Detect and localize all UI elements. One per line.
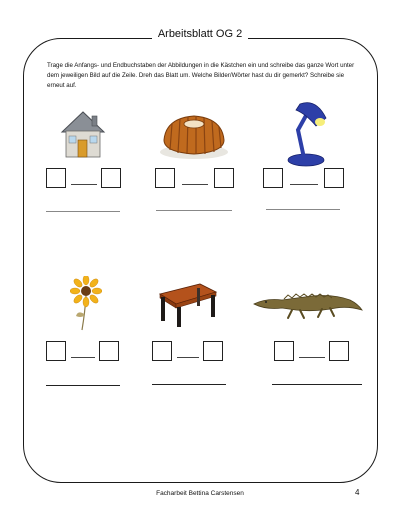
word-writing-line[interactable] [152, 384, 226, 385]
middle-letters-line [71, 357, 95, 358]
letter-boxes [274, 341, 350, 361]
middle-letters-line [182, 184, 208, 185]
first-letter-box[interactable] [46, 168, 66, 188]
last-letter-box[interactable] [329, 341, 349, 361]
bundt-cake-icon [158, 110, 230, 162]
letter-boxes [46, 341, 120, 361]
last-letter-box[interactable] [101, 168, 121, 188]
table-icon [156, 278, 218, 328]
last-letter-box[interactable] [99, 341, 119, 361]
word-writing-line[interactable] [272, 384, 362, 385]
instructions-text: Trage die Anfangs- und Endbuchstaben der Abbildungen in die Kästchen ein und schreibe das ganze Wort unter dem jeweiligen Bild auf die Zeile. Dreh das Blatt um. Welche Bilder/Wörter hast du dir gemerkt? Schreibe sie erneut auf. [47, 62, 355, 89]
middle-letters-line [177, 357, 199, 358]
middle-letters-line [299, 357, 325, 358]
word-writing-line[interactable] [266, 209, 340, 210]
footer-author: Facharbeit Bettina Carstensen [156, 490, 244, 497]
first-letter-box[interactable] [263, 168, 283, 188]
last-letter-box[interactable] [214, 168, 234, 188]
last-letter-box[interactable] [324, 168, 344, 188]
letter-boxes [152, 341, 224, 361]
letter-boxes [263, 168, 345, 188]
word-writing-line[interactable] [46, 385, 120, 386]
first-letter-box[interactable] [46, 341, 66, 361]
sunflower-icon [70, 276, 102, 332]
first-letter-box[interactable] [274, 341, 294, 361]
house-icon [58, 108, 108, 160]
first-letter-box[interactable] [155, 168, 175, 188]
middle-letters-line [71, 184, 97, 185]
first-letter-box[interactable] [152, 341, 172, 361]
last-letter-box[interactable] [203, 341, 223, 361]
page-number: 4 [355, 488, 360, 497]
middle-letters-line [290, 184, 318, 185]
letter-boxes [46, 168, 122, 188]
letter-boxes [155, 168, 235, 188]
word-writing-line[interactable] [46, 211, 120, 212]
worksheet-title: Arbeitsblatt OG 2 [0, 27, 400, 41]
crocodile-icon [252, 286, 364, 320]
word-writing-line[interactable] [156, 210, 232, 211]
desk-lamp-icon [282, 100, 330, 168]
